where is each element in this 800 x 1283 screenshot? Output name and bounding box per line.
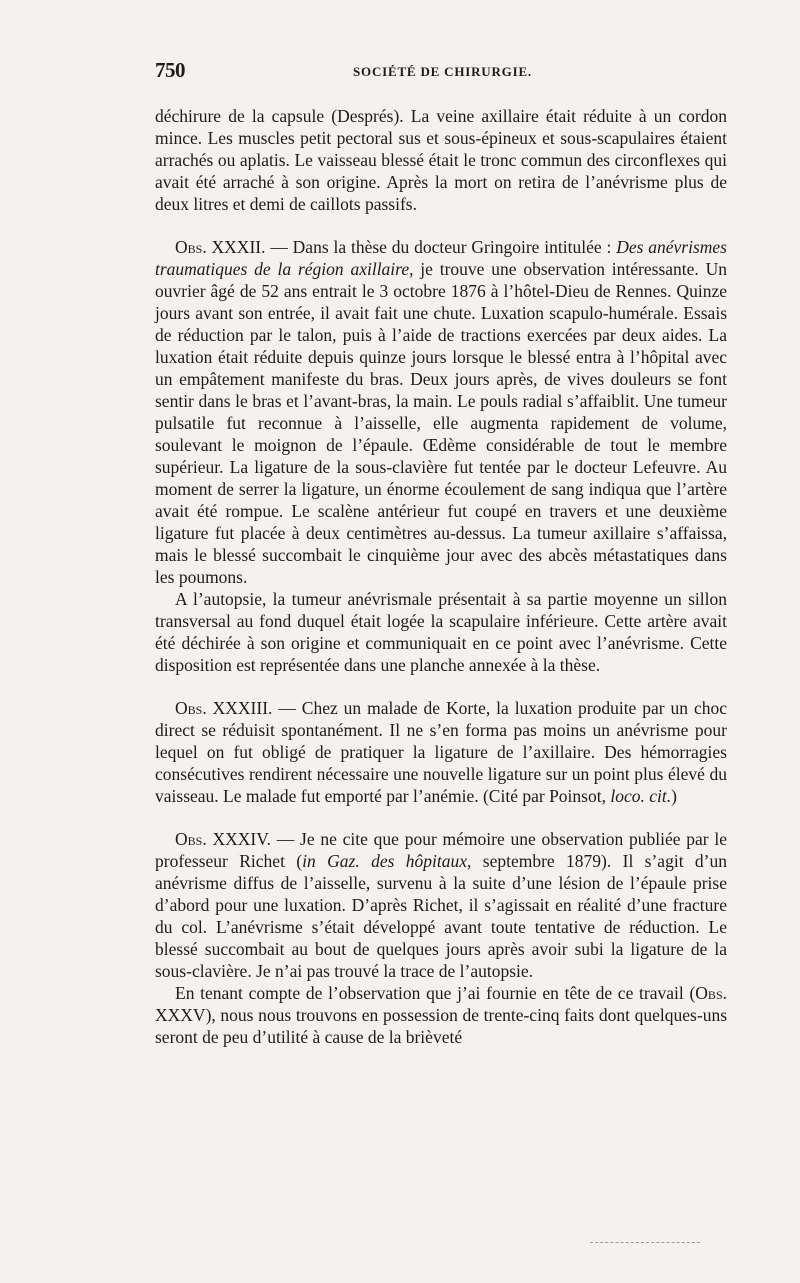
thesis-title: Des anévrismes traumatiques de la région axillaire: [155, 237, 727, 279]
observation-32: Obs. XXXII. — Dans la thèse du docteur Gringoire intitulée : Des anévrismes traumatiques de la région axillaire, je trouve une observation intéressante. Un ouvrier âgé de 52 ans entrait le 3 octobre 1876 à l’hôtel-Dieu de Rennes. Quinze jours avant son entrée, il avait fait une chute. Luxation scapulo-humérale. Essais de réduction par le talon, puis à l’aide de tractions exercées par deux aides. La luxation était réduite depuis quinze jours lorsque le blessé entra à l’hôpital avec un empâtement manifeste du bras. Deux jours après, de vives douleurs se font sentir dans le bras et l’avant-bras, la main. Le pouls radial s’affaiblit. Une tumeur pulsatile fut reconnue à l’aisselle, elle augmenta rapidement de volume, soulevant le moignon de l’épaule. Œdème considérable de tout le membre supérieur. La ligature de la sous-clavière fut tentée par le docteur Lefeuvre. Au moment de serrer la ligature, un énorme écoulement de sang indiqua que l’artère avait été rompue. Le scalène antérieur fut coupé en travers et une deuxième ligature fut placée à deux centimètres au-dessus. La tumeur axillaire s’affaissa, mais le blessé succombait le cinquième jour avec des abcès métastatiques dans les poumons.: [155, 237, 727, 587]
page-number: 750: [155, 58, 185, 82]
summary-paragraph: En tenant compte de l’observation que j’ai fournie en tête de ce travail (Obs. XXXV), nous nous trouvons en possession de trente-cinq faits dont quelques-uns seront de peu d’utilité à cause de la brièveté: [155, 983, 727, 1047]
bottom-rule: [590, 1242, 700, 1243]
citation-reference: loco. cit.: [610, 786, 672, 806]
paragraph-continued: déchirure de la capsule (Després). La veine axillaire était réduite à un cordon mince. Les muscles petit pectoral sus et sous-épineux et sous-scapulaires étaient arrachés ou aplatis. Le vaisseau blessé était le tronc commun des circonflexes qui avait été arraché à son origine. Après la mort on retira de l’anévrisme plus de deux litres et demi de caillots passifs.: [155, 106, 727, 214]
journal-reference: in Gaz. des hôpitaux: [302, 851, 468, 871]
observation-34: Obs. XXXIV. — Je ne cite que pour mémoire une observation publiée par le professeur Richet (in Gaz. des hôpitaux, septembre 1879). Il s’agit d’un anévrisme diffus de l’aisselle, survenu à la suite d’une lésion de l’épaule prise d’abord pour une luxation. D’après Richet, il s’agissait en réalité d’une fracture du col. L’anévrisme s’était développé avant toute tentative de réduction. Le blessé succombait au bout de quelques jours après avoir subi la ligature de la sous-clavière. Je n’ai pas trouvé la trace de l’autopsie.: [155, 829, 727, 981]
observation-33: Obs. XXXIII. — Chez un malade de Korte, la luxation produite par un choc direct se réduisit spontanément. Il ne s’en forma pas moins un anévrisme pour lequel on fut obligé de pratiquer la ligature de l’axillaire. Des hémorragies consécutives rendirent nécessaire une nouvelle ligature sur un point plus élevé du vaisseau. Le malade fut emporté par l’anémie. (Cité par Poinsot, loco. cit.): [155, 698, 728, 806]
observation-label: Obs. XXXV: [155, 983, 727, 1025]
page-header: [155, 58, 725, 82]
observation-label: Obs. XXXII.: [175, 237, 266, 257]
running-head: SOCIÉTÉ DE CHIRURGIE.: [353, 64, 532, 79]
observation-label: Obs. XXXIII.: [175, 698, 273, 718]
observation-label: Obs. XXXIV.: [175, 829, 271, 849]
body-text: [155, 105, 727, 1048]
autopsy-paragraph: A l’autopsie, la tumeur anévrismale présentait à sa partie moyenne un sillon transversal au fond duquel était logée la scapulaire inférieure. Cette artère avait été déchirée à son origine et communiquait en ce point avec l’anévrisme. Cette disposition est représentée dans une planche annexée à la thèse.: [155, 589, 727, 675]
